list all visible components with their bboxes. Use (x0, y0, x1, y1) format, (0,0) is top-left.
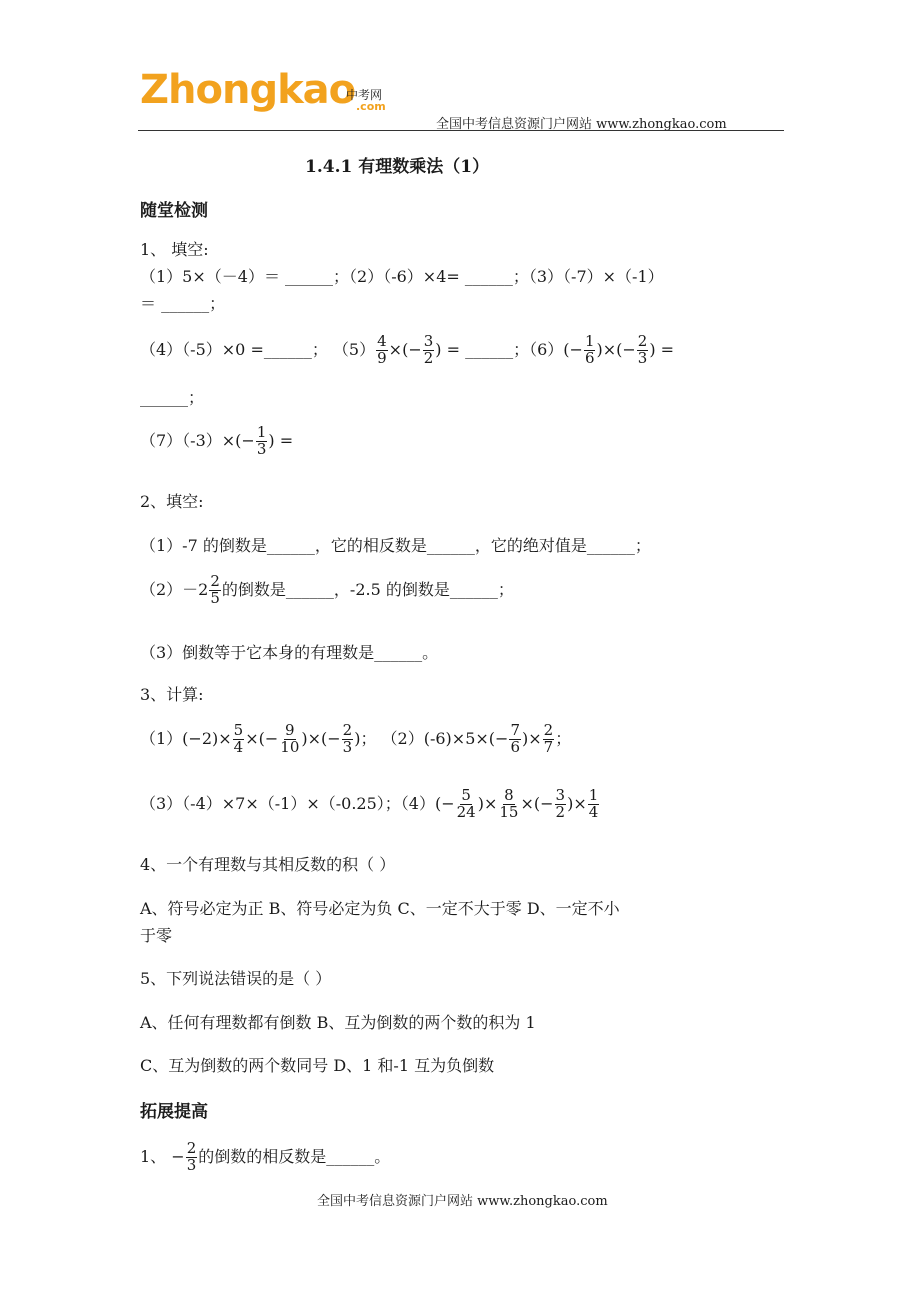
section-heading-extension: 拓展提高 (140, 1102, 208, 1122)
fraction: $\frac{5}{4}$ (233, 721, 244, 756)
q2-heading: 2、填空: (140, 492, 204, 511)
fraction: $\frac{2}{3}$ (186, 1139, 197, 1174)
fraction: $\frac{3}{2}$ (555, 786, 566, 821)
fraction: $\frac{8}{15}$ (499, 786, 519, 821)
q1-line5: （7）（-3）×(− $\frac{1}{3}$ ) = (140, 423, 294, 458)
ext-line1: 1、 − $\frac{2}{3}$ 的倒数的相反数是______。 (140, 1139, 391, 1174)
fraction: $\frac{2}{5}$ (210, 572, 220, 607)
page-title: 1.4.1 有理数乘法（1） (305, 157, 490, 177)
fraction: $\frac{5}{24}$ (456, 786, 476, 821)
fraction: $\frac{2}{3}$ (637, 332, 648, 367)
footer-site-text: 全国中考信息资源门户网站 www.zhongkao.com (317, 1194, 608, 1209)
q1-heading: 1、 填空: (140, 240, 209, 259)
q5-heading: 5、下列说法错误的是（ ） (140, 969, 332, 988)
q2-line3: （3）倒数等于它本身的有理数是______。 (140, 643, 439, 662)
fraction: $\frac{3}{2}$ (423, 332, 434, 367)
logo-z: Z (140, 67, 169, 113)
q5-options-1: A、任何有理数都有倒数 B、互为倒数的两个数的积为 1 (140, 1013, 536, 1032)
q1-line2: ＝ ______； (140, 294, 226, 313)
header-rule (138, 130, 784, 131)
logo-cn: 中考网 (346, 88, 383, 102)
q2-line1: （1）-7 的倒数是______，它的相反数是______，它的绝对值是______； (140, 536, 651, 555)
q3-heading: 3、计算: (140, 685, 204, 704)
fraction: $\frac{1}{6}$ (584, 332, 595, 367)
header-site-text: 全国中考信息资源门户网站 www.zhongkao.com (436, 117, 727, 132)
logo-com: .com (356, 100, 386, 113)
q1-line3: （4）（-5）×0 =______； （5） $\frac{4}{9}$ ×(− $\frac{3}{2}$ ) = ______；（6）(− $\frac{1}{6}$ )×(− $\frac{2}{3}$ ) = (140, 332, 675, 367)
fraction: $\frac{1}{4}$ (588, 786, 599, 821)
fraction: $\frac{2}{7}$ (543, 721, 554, 756)
q4-heading: 4、一个有理数与其相反数的积（ ） (140, 855, 396, 874)
q4-options-cont: 于零 (140, 926, 173, 945)
zhongkao-logo (140, 67, 356, 113)
fraction: $\frac{9}{10}$ (280, 721, 300, 756)
logo-text: hongkao (168, 67, 356, 113)
q4-options: A、符号必定为正 B、符号必定为负 C、一定不大于零 D、一定不小 (140, 899, 620, 918)
q3-line1: （1）(−2)× $\frac{5}{4}$ ×(− $\frac{9}{10}$ )×(− $\frac{2}{3}$ )； （2）(-6)×5×(− $\frac{7}{6}$ )× $\frac{2}{7}$ ； (140, 721, 572, 756)
fraction: $\frac{4}{9}$ (377, 332, 387, 367)
fraction: $\frac{1}{3}$ (256, 423, 267, 458)
section-heading-practice: 随堂检测 (140, 201, 208, 221)
q1-line4: ______； (140, 388, 205, 407)
q3-line2: （3）（-4）×7×（-1）×（-0.25）；（4）(− $\frac{5}{24}$ )× $\frac{8}{15}$ ×(− $\frac{3}{2}$ )× $\frac{1}{4}$ (140, 786, 599, 821)
q2-line2: （2）－2 $\frac{2}{5}$ 的倒数是______，-2.5 的倒数是______； (140, 572, 514, 607)
q1-line1: （1）5×（－4）＝ ______；（2）（-6）×4= ______；（3）（-7）×（-1） (140, 267, 664, 286)
q5-options-2: C、互为倒数的两个数同号 D、1 和-1 互为负倒数 (140, 1056, 495, 1075)
fraction: $\frac{7}{6}$ (510, 721, 520, 756)
fraction: $\frac{2}{3}$ (342, 721, 353, 756)
